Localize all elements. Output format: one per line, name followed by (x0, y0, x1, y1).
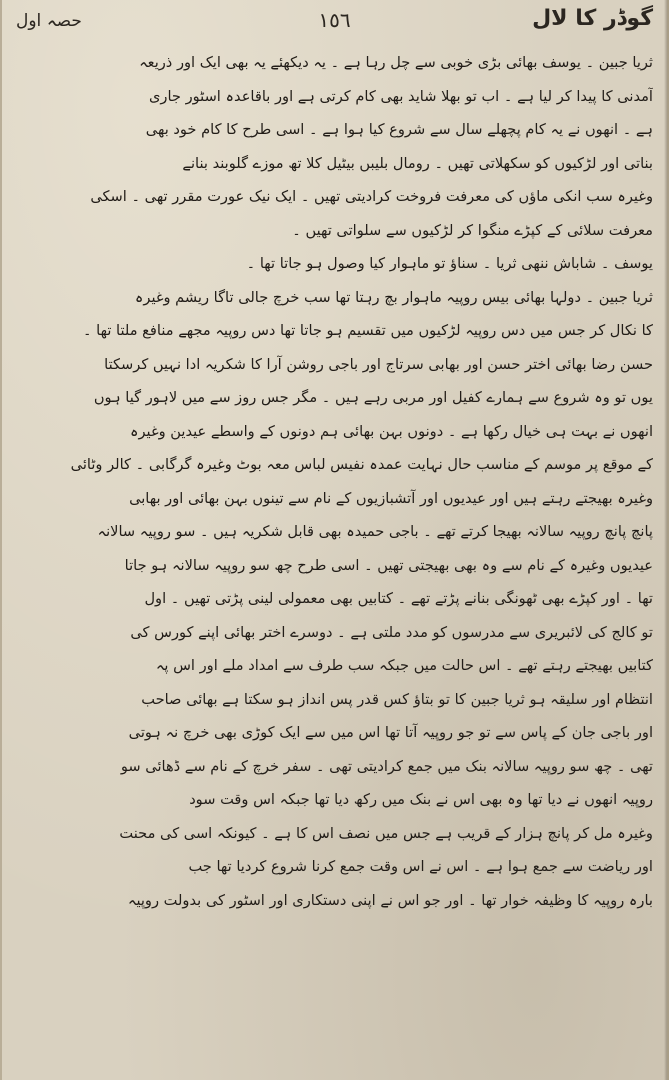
text-line: اور باجی جان کے پاس سے تو جو روپیہ آتا تھا اس میں سے ایک کوڑی بھی خرچ نہ ہوتی (128, 724, 653, 741)
text-line: تھا ۔ اور کپڑے بھی ٹھونگی بنانے پڑتے تھے ۔ کتابیں بھی معمولی لینی پڑتی تھیں ۔ اول (144, 590, 653, 607)
text-line: پانچ پانچ روپیہ سالانہ بھیجا کرتے تھے ۔ باجی حمیدہ بھی قابل شکریہ ہیں ۔ سو روپیہ سالانہ (97, 523, 653, 540)
text-line: کے موقع پر موسم کے مناسب حال نہایت عمدہ نفیس لباس معہ بوٹ وغیرہ گرگابی ۔ کالر وٹائی (70, 456, 653, 473)
running-title: گوڈر کا لال (532, 6, 653, 31)
page-edge-shadow (664, 0, 667, 1080)
text-line: انتظام اور سلیقہ ہو ثریا جبین کا تو بتاؤ کس قدر پس انداز ہو سکتا ہے بھائی صاحب (141, 690, 653, 708)
text-line: وغیرہ بھیجتے رہتے ہیں اور عیدیوں اور آتشبازیوں کے نام سے تینوں بہن بھائی اور بھابی (129, 489, 653, 507)
text-line: تھی ۔ چھ سو روپیہ سالانہ بنک میں جمع کرادیتی تھی ۔ سفر خرچ کے نام سے ڈھائی سو (120, 757, 653, 775)
text-line: وغیرہ سب انکی ماؤں کی معرفت فروخت کرادیتی تھیں ۔ ایک نیک عورت مقرر تھی ۔ اسکی (90, 188, 653, 205)
text-line: آمدنی کا پیدا کر لیا ہے ۔ اب تو بھلا شاید بھی کام کرتی ہے اور باقاعدہ اسٹور جاری (149, 87, 653, 105)
text-line: اور ریاضت سے جمع ہوا ہے ۔ اس نے اس وقت جمع کرنا شروع کردیا تھا جب (188, 858, 653, 875)
text-line: کا نکال کر جس میں دس روپیہ لڑکیوں میں تقسیم ہو جاتا تھا دس روپیہ مجھے منافع ملتا تھا ۔ (82, 322, 653, 339)
text-line: بناتی اور لڑکیوں کو سکھلاتی تھیں ۔ رومال بلیبں بیٹیل کلا تھ موزے گلوبند بنانے (182, 154, 653, 172)
text-line: حسن رضا بھائی اختر حسن اور بھابی سرتاج اور باجی روشن آرا کا شکریہ ادا نہیں کرسکتا (104, 355, 653, 373)
text-line: عیدیوں وغیرہ کے نام سے وہ بھی بھیجتی تھیں ۔ اسی طرح چھ سو روپیہ سالانہ ہو جاتا (124, 556, 653, 574)
text-line: یوں تو وہ شروع سے ہمارے کفیل اور مربی رہے ہیں ۔ مگر جس روز سے میں لاہور گیا ہوں (93, 389, 653, 406)
text-line: معرفت سلائی کے کپڑے منگوا کر لڑکیوں سے سلواتی تھیں ۔ (292, 221, 653, 239)
text-line: ثریا جبین ۔ یوسف بھائی بڑی خوبی سے چل رہا ہے ۔ یہ دیکھئے یہ بھی ایک اور ذریعہ (139, 54, 653, 71)
text-line: ہے ۔ انھوں نے یہ کام پچھلے سال سے شروع کیا ہوا ہے ۔ اسی طرح کا کام خود بھی (145, 121, 653, 138)
text-line: انھوں نے بہت ہی خیال رکھا ہے ۔ دونوں بہن بھائی ہم دونوں کے واسطے عیدین وغیرہ (129, 422, 653, 440)
text-line: بارہ روپیہ کا وظیفہ خوار تھا ۔ اور جو اس نے اپنی دستکاری اور اسٹور کی بدولت روپیہ (127, 891, 653, 909)
page-number: ١٥٦ (318, 8, 351, 32)
text-line: کتابیں بھیجتے رہتے تھے ۔ اس حالت میں جبکہ سب طرف سے امداد ملے اور اس پہ (155, 657, 653, 674)
text-line: ثریا جبین ۔ دولہا بھائی بیس روپیہ ماہوار بچ رہتا تھا سب خرچ جالی تاگا ریشم وغیرہ (134, 288, 653, 306)
text-line: تو کالج کی لائبریری سے مدرسوں کو مدد ملتی ہے ۔ دوسرے اختر بھائی اپنے کورس کی (130, 623, 653, 641)
text-line: وغیرہ مل کر پانچ ہزار کے قریب ہے جس میں نصف اس کا ہے ۔ کیونکہ اسی کی محنت (119, 824, 653, 842)
text-line: یوسف ۔ شاباش ننھی ثریا ۔ سناؤ تو ماہوار کیا وصول ہو جاتا تھا ۔ (246, 255, 653, 272)
page-text (16, 46, 653, 1070)
page-header (16, 6, 653, 46)
part-label: حصہ اول (16, 11, 82, 31)
text-line: روپیہ انھوں نے دیا تھا وہ بھی اس نے بنک میں رکھ دیا تھا جبکہ اس وقت سود (189, 791, 653, 808)
